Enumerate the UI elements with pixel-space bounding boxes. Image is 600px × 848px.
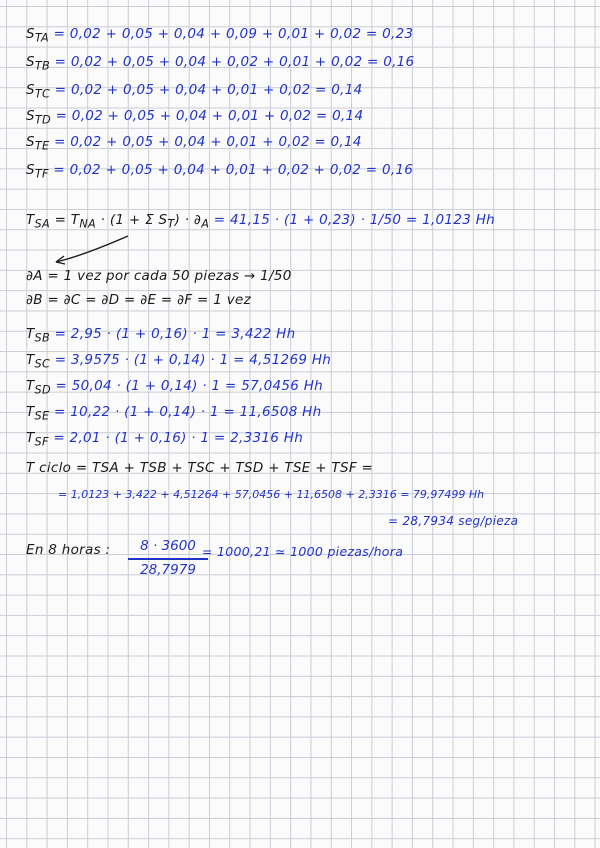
- fraction-numerator: 8 · 3600: [140, 538, 196, 554]
- delta-rest-text: ∂B = ∂C = ∂D = ∂E = ∂F = 1 vez: [26, 292, 252, 308]
- delta-rest-line: [26, 292, 251, 308]
- tsa-result: = 41,15 · (1 + 0,23) · 1/50 = 1,0123 Hh: [213, 212, 495, 228]
- hours-label: En 8 horas :: [26, 542, 111, 558]
- ts-expression: = 3,9575 · (1 + 0,14) · 1 = 4,51269 Hh: [54, 352, 332, 368]
- tsf-line: [26, 430, 303, 449]
- sum-line: [58, 488, 484, 501]
- ts-subscript: SF: [34, 435, 49, 449]
- st-subscript: TE: [34, 139, 50, 153]
- tsa-factor: · (1 + Σ S: [100, 212, 168, 228]
- tsd-line: [26, 378, 323, 397]
- tna-subscript: NA: [79, 217, 97, 231]
- st-line-a: [26, 26, 413, 45]
- ts-expression: = 10,22 · (1 + 0,14) · 1 = 11,6508 Hh: [54, 404, 322, 420]
- seconds-text: = 28,7934 seg/pieza: [388, 514, 519, 528]
- hours-result-line: [202, 544, 403, 559]
- st-expression: = 0,02 + 0,05 + 0,04 + 0,01 + 0,02 = 0,14: [55, 108, 364, 124]
- st-line-e: [26, 134, 362, 153]
- st-expression: = 0,02 + 0,05 + 0,04 + 0,02 + 0,01 + 0,02 = 0,16: [54, 54, 415, 70]
- st-symbol: S: [26, 54, 35, 70]
- ts-symbol: T: [26, 352, 35, 368]
- tsa-equals-tna: = T: [54, 212, 80, 228]
- tciclo-line: [26, 460, 373, 476]
- st-line-f: [26, 162, 413, 181]
- st-symbol: S: [26, 82, 35, 98]
- st-subscript: TD: [34, 113, 52, 127]
- st-symbol: S: [26, 108, 35, 124]
- fraction-denominator: 28,7979: [140, 562, 196, 578]
- seconds-line: [388, 514, 518, 528]
- st-subscript: TF: [34, 167, 49, 181]
- hours-fraction: [128, 536, 208, 582]
- tse-line: [26, 404, 321, 423]
- ts-subscript: SD: [34, 383, 51, 397]
- st-subscript: TC: [34, 87, 51, 101]
- reference-arrow-icon: [52, 228, 132, 268]
- st-subscript: TA: [34, 31, 50, 45]
- delta-a-line: [26, 268, 292, 284]
- st-subscript: TB: [34, 59, 51, 73]
- tsa-subscript: SA: [34, 217, 50, 231]
- sum-subscript: T: [167, 217, 175, 231]
- ts-symbol: T: [26, 378, 35, 394]
- ts-subscript: SE: [34, 409, 50, 423]
- tsb-line: [26, 326, 295, 345]
- ts-expression: = 2,95 · (1 + 0,16) · 1 = 3,422 Hh: [54, 326, 296, 342]
- ts-symbol: T: [26, 430, 35, 446]
- hours-label-line: [26, 542, 110, 558]
- delta-a-text: ∂A = 1 vez por cada 50 piezas → 1/50: [26, 268, 292, 284]
- hours-result: = 1000,21 ≃ 1000 piezas/hora: [202, 544, 404, 559]
- fraction-bar: [128, 558, 208, 560]
- st-expression: = 0,02 + 0,05 + 0,04 + 0,01 + 0,02 = 0,14: [54, 82, 363, 98]
- tsc-line: [26, 352, 331, 371]
- ts-subscript: SC: [34, 357, 51, 371]
- st-expression: = 0,02 + 0,05 + 0,04 + 0,01 + 0,02 = 0,14: [54, 134, 362, 150]
- st-expression: = 0,02 + 0,05 + 0,04 + 0,09 + 0,01 + 0,02 = 0,23: [53, 26, 414, 42]
- st-expression: = 0,02 + 0,05 + 0,04 + 0,01 + 0,02 + 0,02 = 0,16: [53, 162, 414, 178]
- tsa-delta: ) · ∂: [174, 212, 202, 228]
- sum-text: = 1,0123 + 3,422 + 4,51264 + 57,0456 + 11,6508 + 2,3316 = 79,97499 Hh: [58, 488, 485, 501]
- tsa-symbol: T: [26, 212, 35, 228]
- st-line-b: [26, 54, 414, 73]
- ts-expression: = 50,04 · (1 + 0,14) · 1 = 57,0456 Hh: [55, 378, 324, 394]
- delta-subscript: A: [201, 217, 210, 231]
- st-symbol: S: [26, 162, 35, 178]
- st-symbol: S: [26, 26, 35, 42]
- st-line-d: [26, 108, 363, 127]
- ts-expression: = 2,01 · (1 + 0,16) · 1 = 2,3316 Hh: [53, 430, 304, 446]
- ts-symbol: T: [26, 326, 35, 342]
- ts-subscript: SB: [34, 331, 51, 345]
- tciclo-text: T ciclo = TSA + TSB + TSC + TSD + TSE + TSF =: [26, 460, 374, 476]
- ts-symbol: T: [26, 404, 35, 420]
- st-line-c: [26, 82, 363, 101]
- st-symbol: S: [26, 134, 35, 150]
